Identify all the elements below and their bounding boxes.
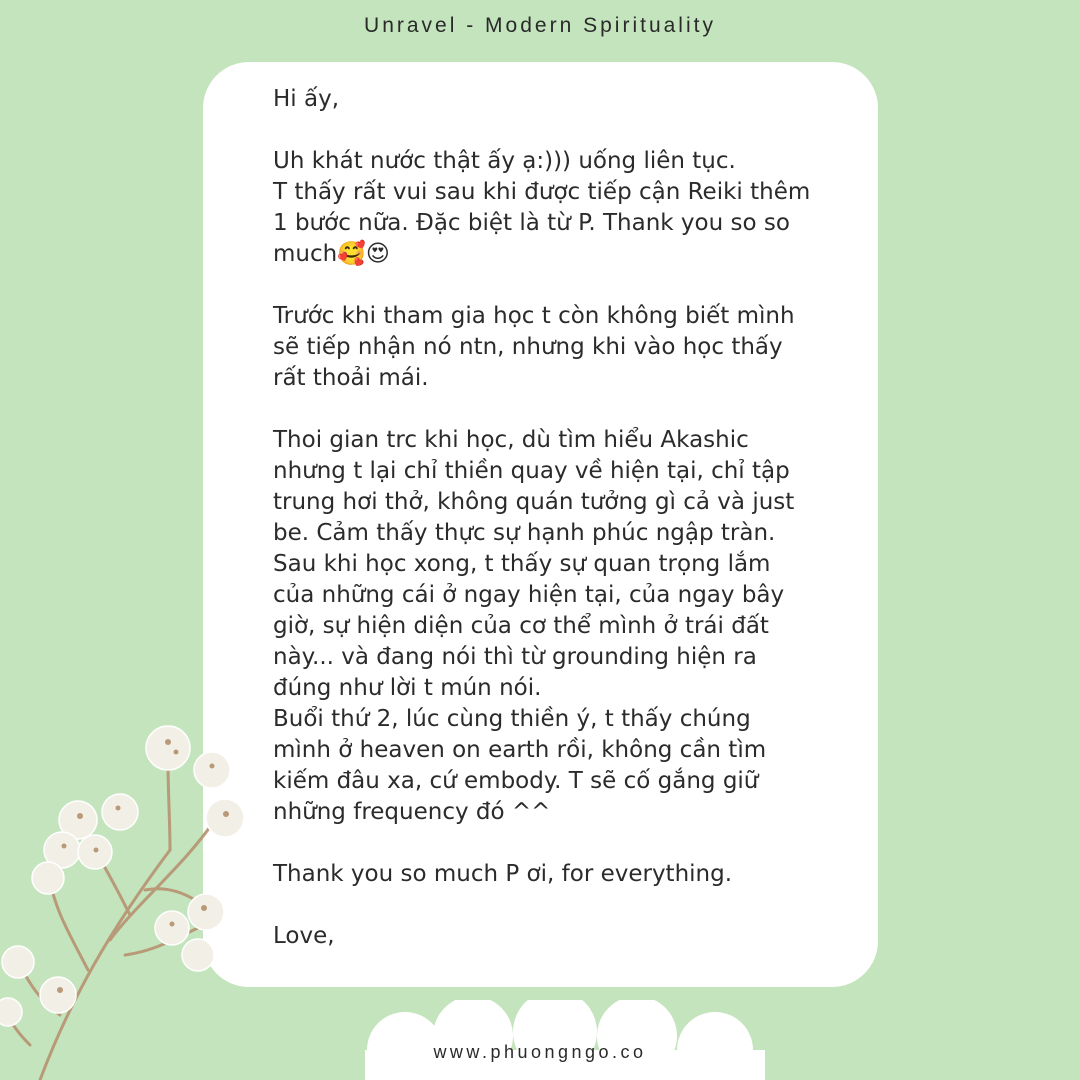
message-line: much🥰😍 [273, 241, 390, 267]
message-card [203, 62, 878, 987]
message-line: giờ, sự hiện diện của cơ thể mình ở trái đất [273, 613, 769, 639]
message-line: Trước khi tham gia học t còn không biết mình [273, 303, 795, 329]
paragraph-spacer [273, 115, 863, 146]
page-title: Unravel - Modern Spirituality [364, 14, 716, 37]
message-line: trung hơi thở, không quán tưởng gì cả và just [273, 489, 795, 515]
message-line: đúng như lời t mún nói. [273, 675, 542, 701]
message-line: này... và đang nói thì từ grounding hiện ra [273, 644, 757, 670]
message-line: nhưng t lại chỉ thiền quay về hiện tại, chỉ tập [273, 458, 790, 484]
paragraph-spacer [273, 394, 863, 425]
message-line: của những cái ở ngay hiện tại, của ngay bây [273, 582, 785, 608]
message-paragraph [273, 859, 863, 890]
message-line: những frequency đó ^^ [273, 799, 551, 825]
message-line: T thấy rất vui sau khi được tiếp cận Reiki thêm [273, 179, 811, 205]
message-line: rất thoải mái. [273, 365, 429, 391]
website-url: www.phuongngo.co [433, 1042, 647, 1062]
message-line: Buổi thứ 2, lúc cùng thiền ý, t thấy chúng [273, 706, 751, 732]
cloud-shape [355, 1000, 775, 1080]
message-body [273, 84, 863, 952]
message-paragraph [273, 146, 863, 270]
paragraph-spacer [273, 270, 863, 301]
message-line: Love, [273, 923, 335, 949]
paragraph-spacer [273, 890, 863, 921]
message-line: Thank you so much P ơi, for everything. [273, 861, 733, 887]
message-line: mình ở heaven on earth rồi, không cần tìm [273, 737, 767, 763]
message-line: be. Cảm thấy thực sự hạnh phúc ngập tràn. [273, 520, 776, 546]
message-paragraph [273, 84, 863, 115]
message-line: 1 bước nữa. Đặc biệt là từ P. Thank you so so [273, 210, 790, 236]
message-paragraph [273, 425, 863, 828]
message-line: sẽ tiếp nhận nó ntn, nhưng khi vào học thấy [273, 334, 783, 360]
message-line: Sau khi học xong, t thấy sự quan trọng lắm [273, 551, 771, 577]
message-paragraph [273, 301, 863, 394]
message-line: Uh khát nước thật ấy ạ:))) uống liên tục. [273, 148, 736, 174]
flower-branch-illustration [0, 700, 260, 1080]
message-line: Thoi gian trc khi học, dù tìm hiểu Akashic [273, 427, 749, 453]
message-line: Hi ấy, [273, 86, 340, 112]
message-paragraph [273, 921, 863, 952]
paragraph-spacer [273, 828, 863, 859]
message-line: kiếm đâu xa, cứ embody. T sẽ cố gắng giữ [273, 768, 759, 794]
